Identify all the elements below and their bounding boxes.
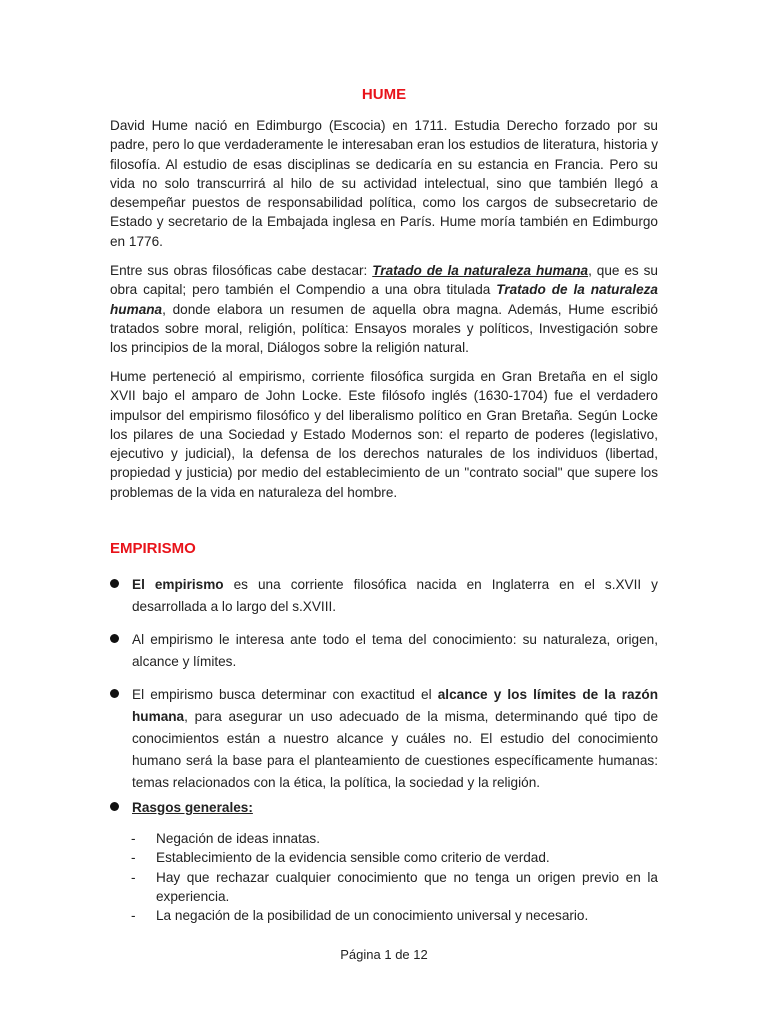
bullet-dot-icon — [110, 579, 119, 588]
list-item-text: Establecimiento de la evidencia sensible como criterio de verdad. — [156, 850, 550, 866]
list-item — [110, 906, 658, 925]
bullet-item — [110, 574, 658, 618]
bullet-item — [110, 797, 658, 819]
paragraph-empiricism-locke: Hume perteneció al empirismo, corriente filosófica surgida en Gran Bretaña en el siglo XVII bajo el amparo de John Locke. Este filósofo inglés (1630-1704) fue el verdadero impulsor del empirismo filosófico y del liberalismo político en Gran Bretaña. Según Locke los pilares de una Sociedad y Estado Modernos son: el reparto de poderes (legislativo, ejecutivo y judicial), la defensa de los derechos naturales de los individuos (libertad, propiedad y justicia) por medio del establecimiento de un "contrato social" que supere los problemas de la vida en naturaleza del hombre. — [110, 369, 658, 500]
dash-marker: - — [131, 869, 136, 885]
bullet-dot-icon — [110, 802, 119, 811]
bullet-part-b: , para asegurar un uso adecuado de la misma, determinando qué tipo de conocimientos están a nuestro alcance y cuáles no. El estudio del conocimiento humano será la base para el planteamiento de cuestiones específicamente humanas: temas relacionados con la ética, la política, la sociedad y la religión. — [132, 709, 658, 790]
rasgos-list — [110, 829, 658, 925]
section-title-empirismo: EMPIRISMO — [110, 540, 196, 557]
dash-marker: - — [131, 850, 136, 866]
list-item — [110, 848, 658, 867]
work-title-treatise: Tratado de la naturaleza humana — [372, 263, 589, 278]
list-item-text: La negación de la posibilidad de un conocimiento universal y necesario. — [156, 908, 589, 924]
bullet-text — [132, 684, 658, 794]
page-title: HUME — [361, 86, 407, 103]
page-footer: Página 1 de 12 — [340, 947, 428, 962]
bullet-bold: El empirismo — [132, 577, 224, 592]
works-text-e: , donde elabora un resumen de aquella obra magna. Además, Hume escribió tratados sobre moral, religión, política: Ensayos morales y políticos, Investigación sobre los principios de la moral, Diálogos sobre la religión natural. — [110, 301, 658, 356]
work-title-treatise-2: Tratado de la naturaleza humana — [110, 282, 658, 317]
works-text-c: , que es su obra capital; pero también el Compendio a una obra titulada — [110, 263, 658, 298]
dash-marker: - — [131, 908, 136, 924]
bullet-item — [110, 684, 658, 794]
bullet-part-a: El empirismo busca determinar con exactitud el — [132, 687, 438, 702]
bullet-dot-icon — [110, 634, 119, 643]
bullet-item — [110, 629, 658, 673]
rasgos-heading: Rasgos generales: — [132, 800, 253, 815]
bullet-rest: es una corriente filosófica nacida en Inglaterra en el s.XVII y desarrollada a lo largo del s.XVIII. — [132, 577, 658, 614]
list-item-text: Hay que rechazar cualquier conocimiento que no tenga un origen previo en la experiencia. — [156, 869, 658, 904]
dash-marker: - — [131, 831, 136, 846]
bullet-bold: alcance y los límites de la razón humana — [132, 687, 659, 724]
list-item — [110, 829, 658, 848]
bullet-text — [132, 574, 658, 618]
paragraph-works — [110, 261, 658, 357]
paragraph-biography: David Hume nació en Edimburgo (Escocia) en 1711. Estudia Derecho forzado por su padre, pero lo que verdaderamente le interesaban eran los estudios de literatura, historia y filosofía. Al estudio de esas disciplinas se dedicaría en su estancia en Francia. Pero su vida no solo transcurrirá al hilo de su actividad intelectual, sino que también llegó a desempeñar puestos de responsabilidad política, como los cargos de subsecretario de Estado y secretario de la Embajada inglesa en París. Hume moría también en Edimburgo en 1776. — [110, 118, 658, 249]
bullet-dot-icon — [110, 689, 119, 698]
works-text-a: Entre sus obras filosóficas cabe destacar: — [110, 263, 373, 278]
bullet-text: Al empirismo le interesa ante todo el tema del conocimiento: su naturaleza, origen, alcance y límites. — [132, 632, 658, 669]
bullet-text — [132, 797, 658, 819]
list-item-text: Negación de ideas innatas. — [156, 831, 320, 846]
list-item — [110, 868, 658, 907]
